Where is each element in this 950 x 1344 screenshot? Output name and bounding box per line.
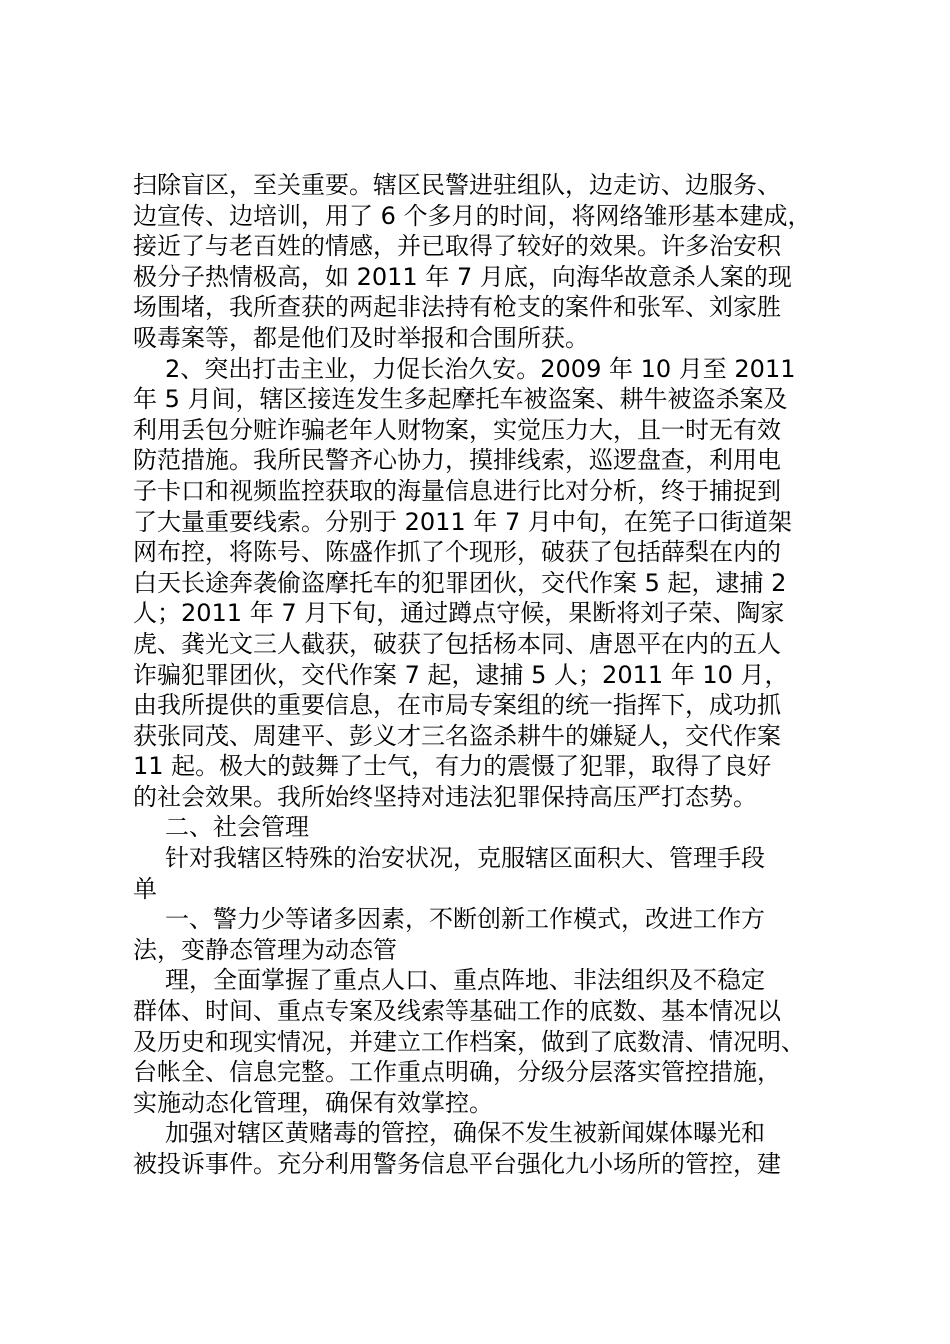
- body-text: [133, 170, 833, 1180]
- text-line: 加强对辖区黄赌毒的管控，确保不发生被新闻媒体曝光和: [165, 1119, 765, 1148]
- text-line: 虎、龚光文三人截获，破获了包括杨本同、唐恩平在内的五人: [133, 629, 781, 658]
- text-line: 的社会效果。我所始终坚持对违法犯罪保持高压严打态势。: [133, 782, 757, 811]
- text-line: 接近了与老百姓的情感，并已取得了较好的效果。许多治安积: [133, 232, 781, 261]
- text-line: 被投诉事件。充分利用警务信息平台强化九小场所的管控，建: [133, 1150, 781, 1178]
- text-line: 理，全面掌握了重点人口、重点阵地、非法组织及不稳定: [165, 966, 765, 995]
- text-line: 吸毒案等，都是他们及时举报和合围所获。: [133, 323, 589, 352]
- text-line: 群体、时间、重点专案及线索等基础工作的底数、基本情况以: [133, 997, 781, 1026]
- text-line: 网布控，将陈号、陈盛作抓了个现形，破获了包括薛梨在内的: [133, 538, 781, 567]
- text-line: 边宣传、边培训，用了 6 个多月的时间，将网络雏形基本建成，: [133, 201, 812, 230]
- text-line: 白天长途奔袭偷盗摩托车的犯罪团伙，交代作案 5 起，逮捕 2: [133, 568, 787, 597]
- text-line: 场围堵，我所查获的两起非法持有枪支的案件和张军、刘家胜: [133, 293, 781, 322]
- text-line: 利用丢包分赃诈骗老年人财物案，实觉压力大，且一时无有效: [133, 415, 781, 444]
- text-line: 防范措施。我所民警齐心协力，摸排线索，巡逻盘查，利用电: [133, 446, 781, 475]
- text-line: 了大量重要线索。分别于 2011 年 7 月中旬，在筅子口街道架: [133, 507, 792, 536]
- text-line: 扫除盲区，至关重要。辖区民警进驻组队，边走访、边服务、: [133, 171, 781, 199]
- text-line: 由我所提供的重要信息，在市局专案组的统一指挥下，成功抓: [133, 691, 781, 720]
- text-line: 获张同茂、周建平、彭义才三名盗杀耕牛的嫌疑人，交代作案: [133, 721, 781, 750]
- text-line: 2、突出打击主业，力促长治久安。2009 年 10 月至 2011: [165, 354, 796, 383]
- text-line: 实施动态化管理，确保有效掌控。: [133, 1088, 493, 1117]
- text-line: 11 起。极大的鼓舞了士气，有力的震慑了犯罪，取得了良好: [133, 752, 772, 781]
- text-line: 人；2011 年 7 月下旬，通过蹲点守候，果断将刘子荣、陶家: [133, 599, 785, 628]
- text-line: 及历史和现实情况，并建立工作档案，做到了底数清、情况明、: [133, 1027, 805, 1056]
- text-line: 一、警力少等诸多因素，不断创新工作模式，改进工作方: [165, 905, 765, 934]
- text-line: 法，变静态管理为动态管: [133, 935, 397, 964]
- text-line: 台帐全、信息完整。工作重点明确，分级分层落实管控措施，: [133, 1058, 781, 1087]
- text-line: 单: [133, 874, 157, 903]
- text-line: 极分子热情极高，如 2011 年 7 月底，向海华故意杀人案的现: [133, 262, 792, 291]
- text-line: 子卡口和视频监控获取的海量信息进行比对分析，终于捕捉到: [133, 476, 781, 505]
- text-line: 诈骗犯罪团伙，交代作案 7 起，逮捕 5 人；2011 年 10 月，: [133, 660, 789, 689]
- text-line: 二、社会管理: [165, 813, 309, 842]
- text-line: 针对我辖区特殊的治安状况，克服辖区面积大、管理手段: [165, 844, 765, 873]
- text-line: 年 5 月间，辖区接连发生多起摩托车被盗案、耕牛被盗杀案及: [133, 385, 788, 414]
